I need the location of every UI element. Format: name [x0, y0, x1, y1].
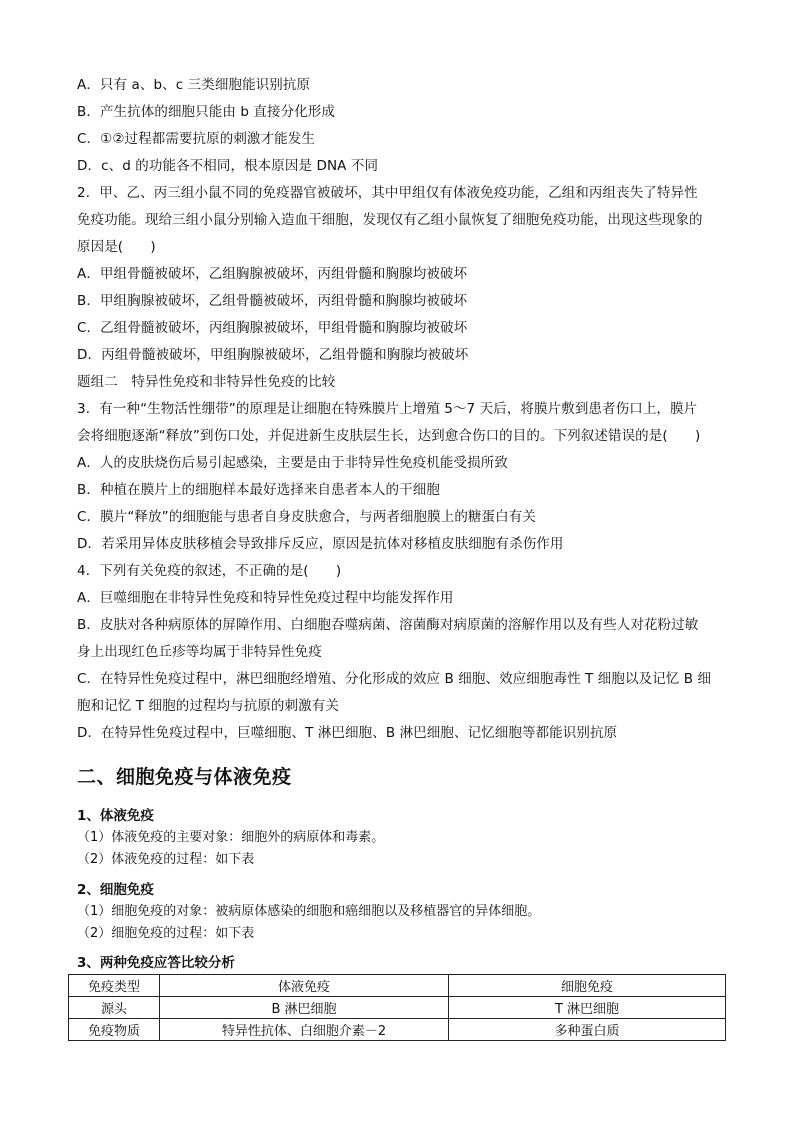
- option-b-q1: B．产生抗体的细胞只能由 b 直接分化形成: [77, 104, 336, 120]
- table-row: [69, 997, 726, 1019]
- option-a-q2: A．甲组骨髓被破坏，乙组胸腺被破坏，丙组骨髓和胸腺均被破坏: [77, 266, 468, 282]
- question-2-line-2: 免疫功能。现给三组小鼠分别输入造血干细胞，发现仅有乙组小鼠恢复了细胞免疫功能，出现这些现象的: [77, 212, 703, 228]
- table-cell: 特异性抗体、白细胞介素－2: [160, 1019, 449, 1041]
- option-c-q3: C．膜片“释放”的细胞能与患者自身皮肤愈合，与两者细胞膜上的糖蛋白有关: [77, 509, 536, 525]
- compare-title: 3、两种免疫应答比较分析: [77, 955, 235, 971]
- option-d-q3: D．若采用异体皮肤移植会导致排斥反应，原因是抗体对移植皮肤细胞有杀伤作用: [77, 536, 564, 552]
- option-c-q4-line-2: 胞和记忆 T 细胞的过程均与抗原的刺激有关: [77, 698, 339, 714]
- header-cell: 体液免疫: [160, 975, 449, 997]
- table-cell: 多种蛋白质: [449, 1019, 726, 1041]
- cellular-title: 2、细胞免疫: [77, 882, 154, 898]
- question-3-line-2: 会将细胞逐渐“释放”到伤口处，并促进新生皮肤层生长，达到愈合伤口的目的。下列叙述错误的是( ): [77, 428, 701, 444]
- group-2-title: 题组二 特异性免疫和非特异性免疫的比较: [77, 374, 336, 390]
- comparison-table: [68, 974, 726, 1041]
- humoral-item-1: （1）体液免疫的主要对象：细胞外的病原体和毒素。: [77, 830, 385, 845]
- option-a-q3: A．人的皮肤烧伤后易引起感染，主要是由于非特异性免疫机能受损所致: [77, 455, 508, 471]
- header-cell: 免疫类型: [69, 975, 160, 997]
- humoral-item-2: （2）体液免疫的过程：如下表: [77, 852, 255, 867]
- section-title: 二、细胞免疫与体液免疫: [77, 766, 292, 788]
- option-b-q2: B．甲组胸腺被破坏，乙组骨髓被破坏，丙组骨髓和胸腺均被破坏: [77, 293, 468, 309]
- humoral-title: 1、体液免疫: [77, 808, 154, 824]
- question-3-line-1: 3．有一种“生物活性绷带”的原理是让细胞在特殊膜片上增殖 5～7 天后，将膜片敷到患者伤口上，膜片: [77, 401, 698, 417]
- table-cell: B 淋巴细胞: [160, 997, 449, 1019]
- option-d-q2: D．丙组骨髓被破坏，甲组胸腺被破坏，乙组骨髓和胸腺均被破坏: [77, 347, 469, 363]
- question-2-line-3: 原因是( ): [77, 239, 156, 255]
- table-cell: 免疫物质: [69, 1019, 160, 1041]
- table-header-row: [69, 975, 726, 997]
- option-d-q4: D．在特异性免疫过程中，巨噬细胞、T 淋巴细胞、B 淋巴细胞、记忆细胞等都能识别抗原: [77, 725, 618, 741]
- option-d-q1: D．c、d 的功能各不相同，根本原因是 DNA 不同: [77, 158, 379, 174]
- question-4: 4．下列有关免疫的叙述，不正确的是( ): [77, 563, 342, 579]
- option-c-q1: C．①②过程都需要抗原的刺激才能发生: [77, 131, 315, 147]
- option-b-q4-line-2: 身上出现红色丘疹等均属于非特异性免疫: [77, 644, 322, 660]
- cellular-item-2: （2）细胞免疫的过程：如下表: [77, 926, 255, 941]
- option-b-q4-line-1: B．皮肤对各种病原体的屏障作用、白细胞吞噬病菌、溶菌酶对病原菌的溶解作用以及有些人对花粉过敏: [77, 617, 699, 633]
- option-a-q1: A．只有 a、b、c 三类细胞能识别抗原: [77, 77, 311, 93]
- option-a-q4: A．巨噬细胞在非特异性免疫和特异性免疫过程中均能发挥作用: [77, 590, 454, 606]
- option-b-q3: B．种植在膜片上的细胞样本最好选择来自患者本人的干细胞: [77, 482, 440, 498]
- table-cell: 源头: [69, 997, 160, 1019]
- table-row: [69, 1019, 726, 1041]
- question-2-line-1: 2．甲、乙、丙三组小鼠不同的免疫器官被破坏，其中甲组仅有体液免疫功能，乙组和丙组丧失了特异性: [77, 185, 698, 201]
- cellular-item-1: （1）细胞免疫的对象：被病原体感染的细胞和癌细胞以及移植器官的异体细胞。: [77, 904, 541, 919]
- option-c-q4-line-1: C．在特异性免疫过程中，淋巴细胞经增殖、分化形成的效应 B 细胞、效应细胞毒性 T 细胞以及记忆 B 细: [77, 671, 712, 687]
- option-c-q2: C．乙组骨髓被破坏，丙组胸腺被破坏，甲组骨髓和胸腺均被破坏: [77, 320, 468, 336]
- table-cell: T 淋巴细胞: [449, 997, 726, 1019]
- header-cell: 细胞免疫: [449, 975, 726, 997]
